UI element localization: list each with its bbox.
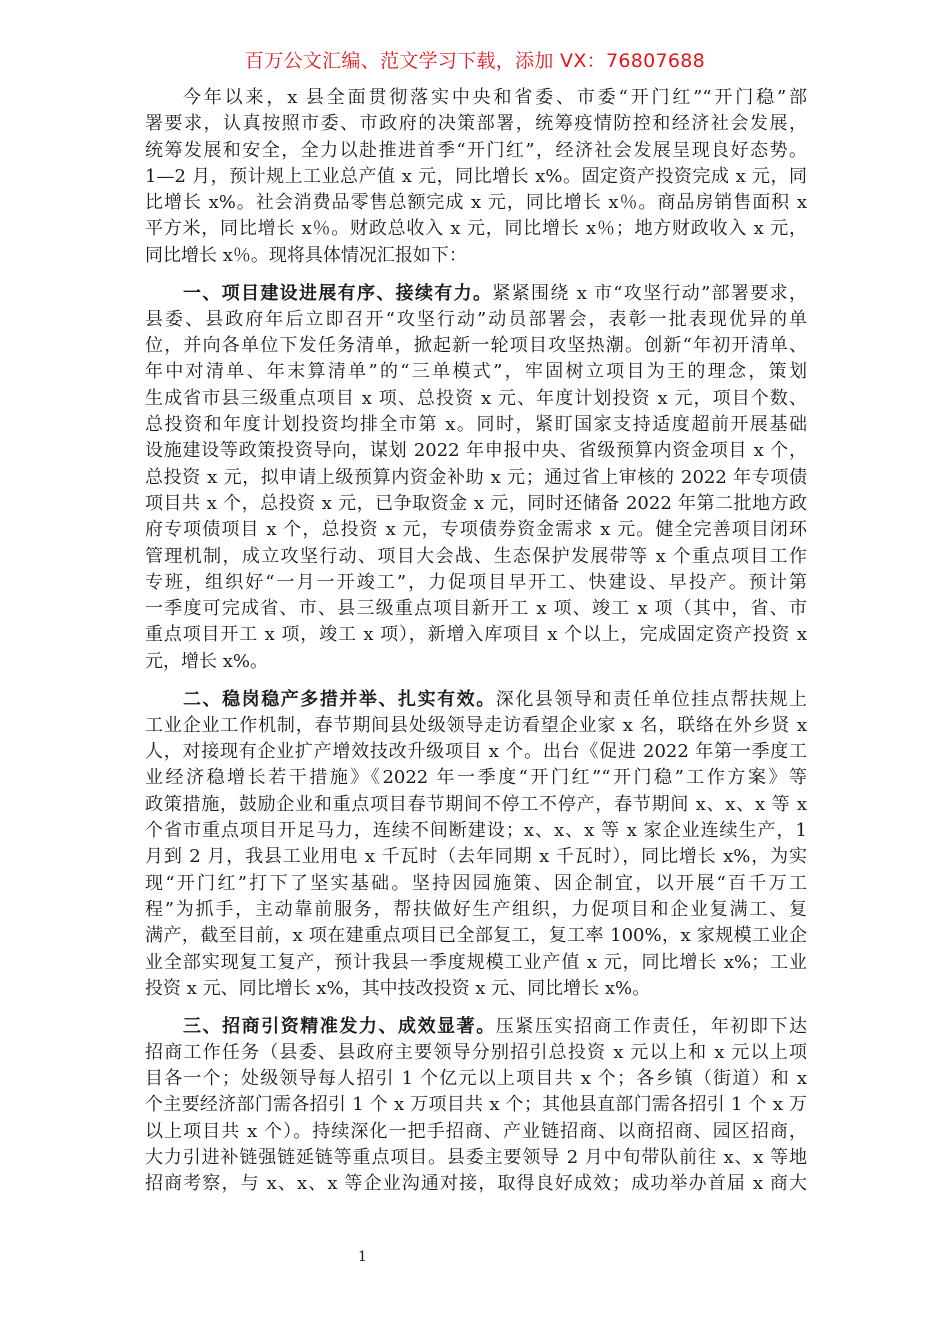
text-line (145, 765, 807, 791)
text-line (145, 897, 807, 923)
line-text: 人，对接现有企业扩产增效技改升级项目 x 个。出台《促进 2022 年第一季度工 (145, 741, 807, 763)
line-text: 压紧压实招商工作责任，年初即下达 (495, 1015, 808, 1037)
line-text: 县委、县政府年后立即召开“攻坚行动”动员部署会，表彰一批表现优异的单 (145, 308, 807, 330)
text-line (145, 1119, 807, 1145)
line-text: 业全部实现复工复产，预计我县一季度规模工业产值 x 元，同比增长 x%；工业 (145, 951, 807, 973)
text-line (145, 1092, 807, 1118)
line-text: 程”为抓手，主动靠前服务，帮扶做好生产组织，力促项目和企业复满工、复 (145, 898, 807, 920)
line-text: 总投资 x 元，拟申请上级预算内资金补助 x 元；通过省上审核的 2022 年专项债 (145, 466, 807, 488)
line-text: 满产，截至目前，x 项在建重点项目已全部复工，复工率 100%，x 家规模工业企 (145, 925, 807, 947)
text-line (145, 871, 807, 897)
line-text: 招商考察，与 x、x、x 等企业沟通对接，取得良好成效；成功举办首届 x 商大 (145, 1173, 807, 1195)
line-text: 今年以来，x 县全面贯彻落实中央和省委、市委“开门红”“开门稳”部 (183, 87, 807, 108)
line-text: 平方米，同比增长 x％。财政总收入 x 元，同比增长 x％；地方财政收入 x 元， (145, 218, 807, 240)
line-text: 同比增长 x％。现将具体情况汇报如下： (145, 244, 467, 266)
text-line (145, 190, 807, 216)
text-line (145, 1066, 807, 1092)
text-line (145, 792, 807, 818)
text-line (145, 517, 807, 543)
text-line (145, 465, 807, 491)
line-text: 项目共 x 个，总投资 x 元，已争取资金 x 元，同时还储备 2022 年第二批地方政 (145, 492, 807, 514)
text-line (145, 570, 807, 596)
text-line (145, 818, 807, 844)
paragraph (145, 281, 807, 675)
line-text: 位，并向各单位下发任务清单，掀起新一轮项目攻坚热潮。创新“年初开清单、 (145, 335, 807, 357)
text-line (145, 412, 807, 438)
line-text: 政策措施，鼓励企业和重点项目春节期间不停工不停产，春节期间 x、x、x 等 x (145, 793, 807, 815)
paragraph (145, 85, 807, 269)
line-text: 投资 x 元、同比增长 x%，其中技改投资 x 元、同比增长 x%。 (145, 977, 651, 999)
text-line (145, 164, 807, 190)
text-line (145, 844, 807, 870)
line-text: 总投资和年度计划投资均排全市第 x。同时，紧盯国家支持适度超前开展基础 (145, 414, 807, 436)
text-line (145, 438, 807, 464)
text-line (145, 216, 807, 242)
text-line (145, 739, 807, 765)
line-text: 紧紧围绕 x 市“攻坚行动”部署要求， (492, 282, 808, 304)
text-line (145, 1145, 807, 1171)
line-text: 1—2 月，预计规上工业总产值 x 元，同比增长 x%。固定资产投资完成 x 元，同 (145, 165, 807, 187)
text-line (145, 491, 807, 517)
line-text: 比增长 x%。社会消费品零售总额完成 x 元，同比增长 x％。商品房销售面积 x (145, 192, 807, 214)
line-text: 月到 2 月，我县工业用电 x 千瓦时（去年同期 x 千瓦时），同比增长 x%，为实 (145, 846, 807, 868)
paragraph (145, 687, 807, 1003)
text-line (145, 687, 807, 713)
page-number: 1 (358, 1249, 367, 1265)
text-line (145, 713, 807, 739)
section-heading: 三、招商引资精准发力、成效显著。 (183, 1015, 496, 1037)
text-line (145, 976, 807, 1002)
text-line (145, 85, 807, 111)
text-line (145, 923, 807, 949)
text-line (145, 111, 807, 137)
text-line (145, 1014, 807, 1040)
section-heading: 一、项目建设进展有序、接续有力。 (183, 282, 493, 304)
text-line (145, 333, 807, 359)
line-text: 一季度可完成省、市、县三级重点项目新开工 x 项、竣工 x 项（其中，省、市 (145, 598, 807, 620)
line-text: 招商工作任务（县委、县政府主要领导分别招引总投资 x 元以上和 x 元以上项 (145, 1041, 807, 1063)
line-text: 大力引进补链强链延链等重点项目。县委主要领导 2 月中旬带队前往 x、x 等地 (145, 1147, 807, 1169)
text-line (145, 544, 807, 570)
line-text: 元，增长 x%。 (145, 650, 268, 672)
line-text: 管理机制，成立攻坚行动、项目大会战、生态保护发展带等 x 个重点项目工作 (145, 545, 807, 567)
document-body (145, 85, 807, 1209)
text-line (145, 138, 807, 164)
text-line (145, 243, 807, 269)
text-line (145, 649, 807, 675)
line-text: 以上项目共 x 个）。持续深化一把手招商、产业链招商、以商招商、园区招商， (145, 1120, 807, 1142)
line-text: 目各一个；处级领导每人招引 1 个亿元以上项目共 x 个；各乡镇（街道）和 x (145, 1068, 807, 1090)
line-text: 设施建设等政策投资导向，谋划 2022 年申报中央、省级预算内资金项目 x 个， (145, 440, 807, 462)
text-line (145, 1040, 807, 1066)
text-line (145, 950, 807, 976)
line-text: 个主要经济部门需各招引 1 个 x 万项目共 x 个；其他县直部门需各招引 1 个 x 万 (145, 1094, 807, 1116)
line-text: 统筹发展和安全，全力以赴推进首季“开门红”，经济社会发展呈现良好态势。 (145, 139, 807, 161)
paragraph (145, 1014, 807, 1198)
line-text: 工业企业工作机制，春节期间县处级领导走访看望企业家 x 名，联络在外乡贤 x (145, 714, 807, 736)
text-line (145, 359, 807, 385)
line-text: 深化县领导和责任单位挂点帮扶规上 (495, 688, 808, 710)
text-line (145, 386, 807, 412)
text-line (145, 1171, 807, 1197)
text-line (145, 622, 807, 648)
line-text: 署要求，认真按照市委、市政府的决策部署，统筹疫情防控和经济社会发展， (145, 113, 807, 135)
text-line (145, 596, 807, 622)
line-text: 年中对清单、年末算清单”的“三单模式”，牢固树立项目为王的理念，策划 (145, 361, 807, 383)
text-line (145, 307, 807, 333)
line-text: 重点项目开工 x 项，竣工 x 项），新增入库项目 x 个以上，完成固定资产投资 x (145, 624, 807, 646)
line-text: 业经济稳增长若干措施》《2022 年一季度“开门红”“开门稳”工作方案》等 (145, 767, 807, 789)
line-text: 现“开门红”打下了坚实基础。坚持因园施策、因企制宜，以开展“百千万工 (145, 872, 807, 894)
text-line (145, 281, 807, 307)
section-heading: 二、稳岗稳产多措并举、扎实有效。 (183, 688, 496, 710)
line-text: 府专项债项目 x 个，总投资 x 元，专项债券资金需求 x 元。健全完善项目闭环 (145, 519, 807, 541)
line-text: 个省市重点项目开足马力，连续不间断建设；x、x、x 等 x 家企业连续生产，1 (145, 820, 807, 842)
line-text: 生成省市县三级重点项目 x 项、总投资 x 元、年度计划投资 x 元，项目个数、 (145, 387, 807, 409)
line-text: 专班，组织好“一月一开竣工”，力促项目早开工、快建设、早投产。预计第 (145, 571, 807, 593)
watermark-banner: 百万公文汇编、范文学习下载，添加 VX：76807688 (244, 50, 706, 72)
